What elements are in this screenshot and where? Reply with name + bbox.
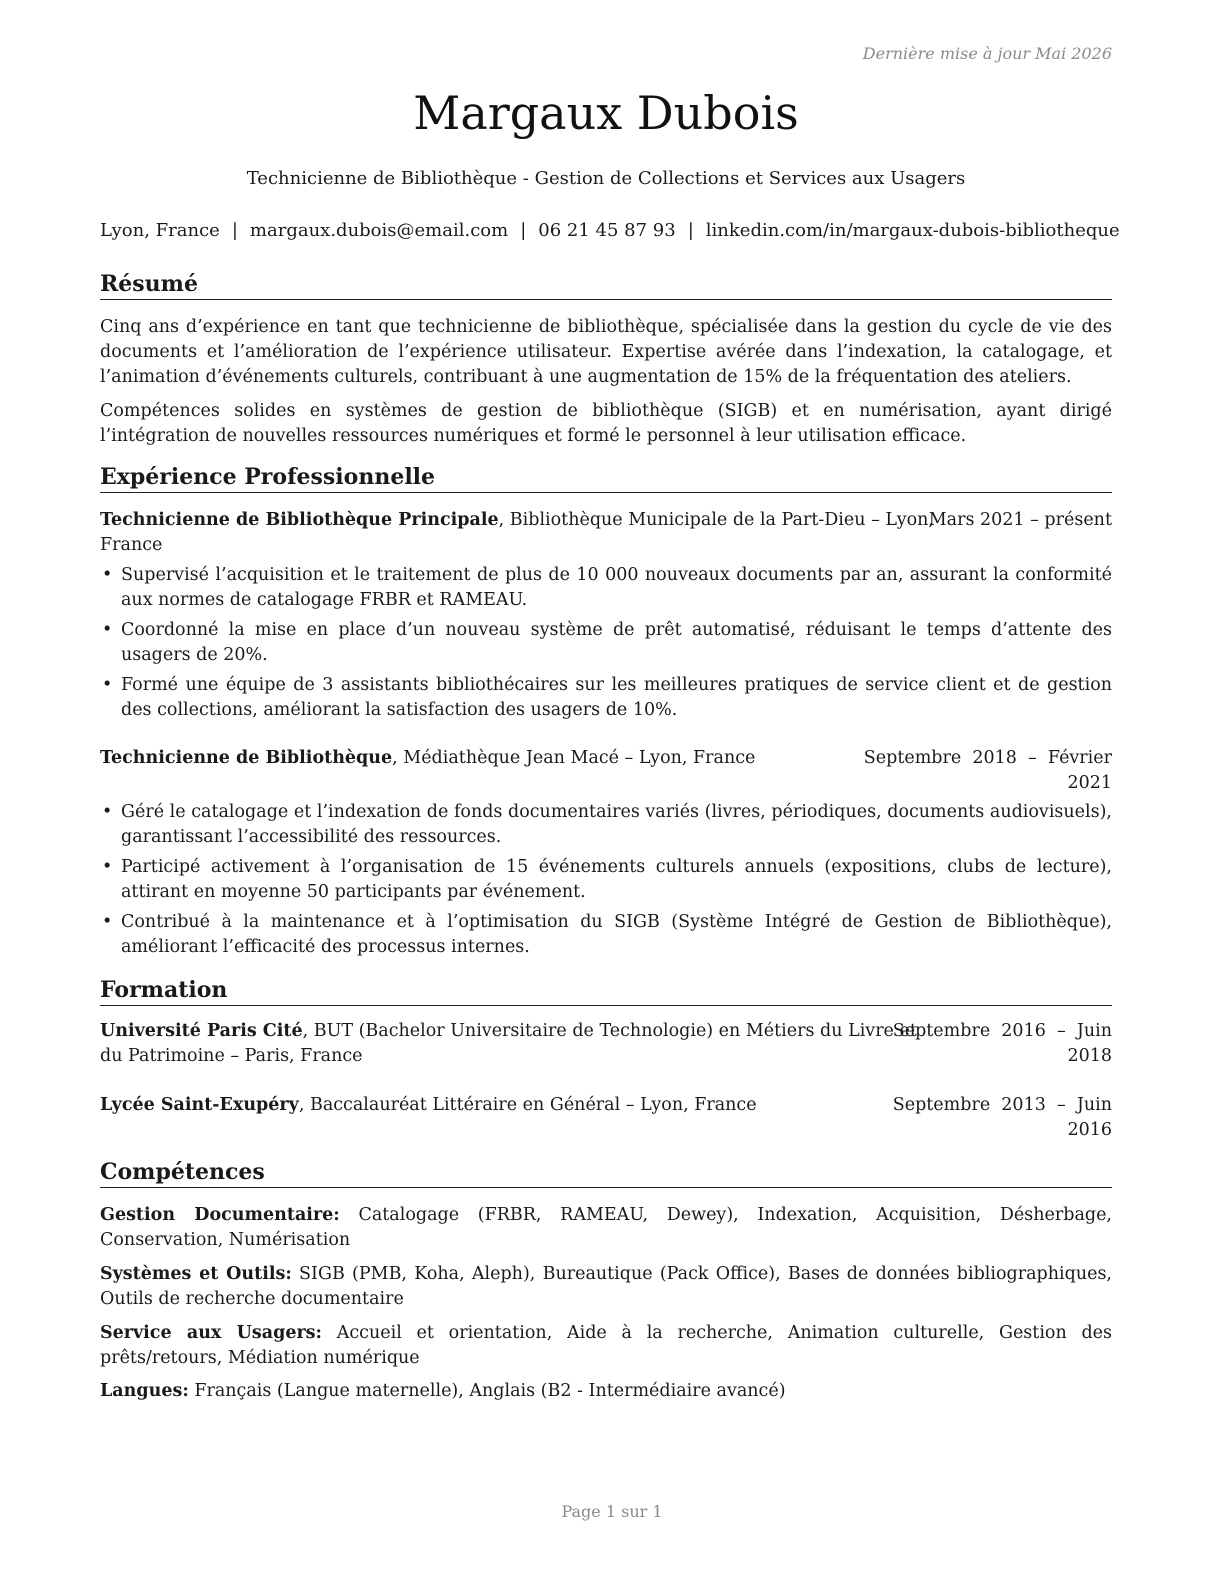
degree: , BUT (Bachelor Universitaire de Technologie) en Métiers du Livre et: [302, 1021, 917, 1041]
job-title: Technicienne de Bibliothèque: [100, 748, 393, 768]
job-header: [100, 746, 1112, 796]
job-bullet: • Supervisé l’acquisition et le traitement de plus de 10 000 nouveaux documents par an, assurant la conformité aux normes de catalogage FRBR et RAMEAU.: [100, 563, 1112, 613]
contact-linkedin[interactable]: linkedin.com/in/margaux-dubois-bibliotheque: [705, 220, 1120, 241]
last-updated: Dernière mise à jour Mai 2026: [862, 44, 1112, 63]
section-title-experience: Expérience Professionnelle: [100, 464, 1112, 493]
job-title: Technicienne de Bibliothèque Principale: [100, 510, 499, 530]
job-header: [100, 508, 1112, 558]
job-dates-continued: 2021: [1067, 773, 1112, 793]
degree: , Baccalauréat Littéraire en Général – Lyon, France: [298, 1095, 757, 1115]
job-bullets: [100, 800, 1112, 965]
summary-paragraph: Compétences solides en systèmes de gestion de bibliothèque (SIGB) et en numérisation, ayant dirigé l’intégration de nouvelles ressources numériques et formé le personnel à leur utilisation efficace.: [100, 401, 1112, 446]
job-bullet: • Participé activement à l’organisation de 15 événements culturels annuels (expositions, clubs de lecture), attirant en moyenne 50 participants par événement.: [100, 855, 1112, 905]
education-entry: [100, 1019, 1112, 1069]
job-employer: , Médiathèque Jean Macé – Lyon, France: [392, 748, 756, 768]
section-title-skills: Compétences: [100, 1159, 1112, 1188]
job-employer-continued: France: [100, 535, 163, 555]
skill-label: Systèmes et Outils:: [100, 1264, 292, 1284]
school-name: Université Paris Cité: [100, 1021, 303, 1041]
skill-value: SIGB (PMB, Koha, Aleph), Bureautique (Pack Office), Bases de données bibliographiques, Outils de recherche documentaire: [100, 1264, 1112, 1309]
skill-line: [100, 1379, 1112, 1404]
job-bullet: • Coordonné la mise en place d’un nouveau système de prêt automatisé, réduisant le temps d’attente des usagers de 20%.: [100, 618, 1112, 668]
page-number: Page 1 sur 1: [561, 1502, 663, 1521]
skill-label: Service aux Usagers:: [100, 1323, 322, 1343]
education-dates: Septembre 2016 – Juin: [892, 1021, 1112, 1041]
skill-label: Gestion Documentaire:: [100, 1205, 340, 1225]
job-dates: Mars 2021 – présent: [928, 510, 1112, 530]
candidate-headline: Technicienne de Bibliothèque - Gestion de Collections et Services aux Usagers: [246, 168, 966, 189]
skill-value: Français (Langue maternelle), Anglais (B2 - Intermédiaire avancé): [188, 1381, 786, 1401]
job-bullet: • Contribué à la maintenance et à l’optimisation du SIGB (Système Intégré de Gestion de Bibliothèque), améliorant l’efficacité des processus internes.: [100, 910, 1112, 960]
skill-value: Accueil et orientation, Aide à la recherche, Animation culturelle, Gestion des prêts/retours, Médiation numérique: [100, 1323, 1113, 1368]
education-dates: Septembre 2013 – Juin: [892, 1095, 1112, 1115]
skill-line: [100, 1321, 1112, 1371]
section-title-education: Formation: [100, 977, 1112, 1006]
school-name: Lycée Saint-Exupéry: [100, 1095, 299, 1115]
candidate-name: Margaux Dubois: [413, 86, 799, 140]
education-dates-continued: 2018: [1067, 1046, 1112, 1066]
contact-separator: |: [520, 220, 527, 241]
skill-line: [100, 1203, 1112, 1253]
job-bullet: • Géré le catalogage et l’indexation de fonds documentaires variés (livres, périodiques, documents audiovisuels), garantissant l’accessibilité des ressources.: [100, 800, 1112, 850]
skill-label: Langues:: [100, 1381, 189, 1401]
contact-location: Lyon, France: [100, 220, 220, 241]
skill-value: Catalogage (FRBR, RAMEAU, Dewey), Indexation, Acquisition, Désherbage, Conservation, Numérisation: [100, 1205, 1112, 1250]
section-title-summary: Résumé: [100, 271, 1112, 300]
contact-separator: |: [687, 220, 694, 241]
summary-paragraph: Cinq ans d’expérience en tant que technicienne de bibliothèque, spécialisée dans la gestion du cycle de vie des documents et l’amélioration de l’expérience utilisateur. Expertise avérée dans l’indexation, la catalogage, et l’animation d’événements culturels, contribuant à une augmentation de 15% de la fréquentation des ateliers.: [100, 317, 1112, 387]
job-bullet: • Formé une équipe de 3 assistants bibliothécaires sur les meilleures pratiques de service client et de gestion des collections, améliorant la satisfaction des usagers de 10%.: [100, 673, 1112, 723]
contact-email[interactable]: margaux.dubois@email.com: [249, 220, 509, 241]
degree-continued: du Patrimoine – Paris, France: [100, 1046, 363, 1066]
job-bullets: [100, 563, 1112, 728]
education-entry: [100, 1093, 1112, 1143]
job-employer: , Bibliothèque Municipale de la Part-Dieu – Lyon,: [498, 510, 934, 530]
contact-separator: |: [231, 220, 238, 241]
education-dates-continued: 2016: [1067, 1120, 1112, 1140]
job-dates: Septembre 2018 – Février: [863, 748, 1112, 768]
contact-line: [100, 220, 1120, 241]
contact-phone: 06 21 45 87 93: [538, 220, 676, 241]
skill-line: [100, 1262, 1112, 1312]
